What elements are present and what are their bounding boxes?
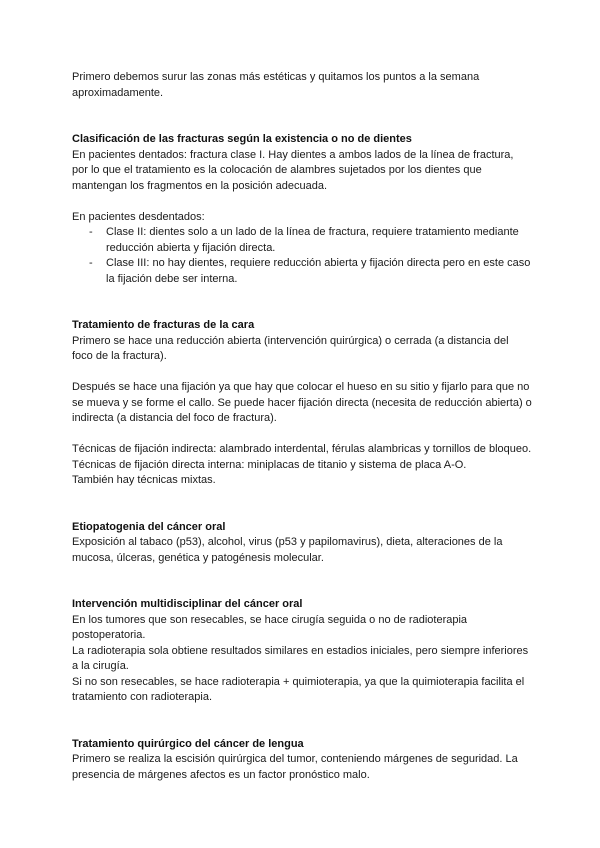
list-item: - Clase II: dientes solo a un lado de la línea de fractura, requiere tratamiento mediante reducción abierta y fijación directa. <box>72 225 532 256</box>
list-item: - Clase III: no hay dientes, requiere reducción abierta y fijación directa pero en este caso la fijación debe ser interna. <box>72 256 532 287</box>
section-heading-tongue-cancer: Tratamiento quirúrgico del cáncer de lengua <box>72 737 304 750</box>
bullet-list <box>72 225 532 287</box>
section-heading-classification: Clasificación de las fracturas según la existencia o no de dientes <box>72 133 412 145</box>
paragraph: Después se hace una fijación ya que hay que colocar el hueso en su sitio y fijarlo para que no se mueva y se forme el callo. Se puede hacer fijación directa (necesita de reducción abierta) o indirecta (a distancia del foco de fractura). <box>72 381 532 424</box>
paragraph: Si no son resecables, se hace radioterapia + quimioterapia, ya que la quimioterapia facilita el tratamiento con radioterapia. <box>72 675 525 703</box>
intro-paragraph: Primero debemos surur las zonas más estéticas y quitamos los puntos a la semana aproximadamente. <box>72 71 480 99</box>
paragraph: En pacientes desdentados: <box>72 210 205 223</box>
paragraph: Primero se hace una reducción abierta (intervención quirúrgica) o cerrada (a distancia del foco de la fractura). <box>72 334 509 362</box>
paragraph: En los tumores que son resecables, se hace cirugía seguida o no de radioterapia postoperatoria. <box>72 613 468 641</box>
paragraph: Técnicas de fijación indirecta: alambrado interdental, férulas alambricas y tornillos de bloqueo. <box>72 443 532 455</box>
paragraph: Técnicas de fijación directa interna: miniplacas de titanio y sistema de placa A-O. <box>72 458 467 471</box>
paragraph: Primero se realiza la escisión quirúrgica del tumor, conteniendo márgenes de seguridad. La presencia de márgenes afectos es un factor pronóstico malo. <box>72 753 518 781</box>
paragraph: La radioterapia sola obtiene resultados similares en estadios iniciales, pero siempre inferiores a la cirugía. <box>72 644 529 672</box>
paragraph: Exposición al tabaco (p53), alcohol, virus (p53 y papilomavirus), dieta, alteraciones de la mucosa, úlceras, genética y patogénesis molecular. <box>72 536 503 564</box>
paragraph: En pacientes dentados: fractura clase I. Hay dientes a ambos lados de la línea de fractura, por lo que el tratamiento es la colocación de alambres sujetados por los dientes que mantengan los fragmentos en la posición adecuada. <box>72 148 514 192</box>
section-heading-face-fractures: Tratamiento de fracturas de la cara <box>72 319 255 331</box>
document-page <box>72 70 532 783</box>
section-heading-multidisciplinary: Intervención multidisciplinar del cáncer oral <box>72 598 303 610</box>
section-heading-etiopathogenesis: Etiopatogenia del cáncer oral <box>72 520 226 533</box>
paragraph: También hay técnicas mixtas. <box>72 474 216 486</box>
